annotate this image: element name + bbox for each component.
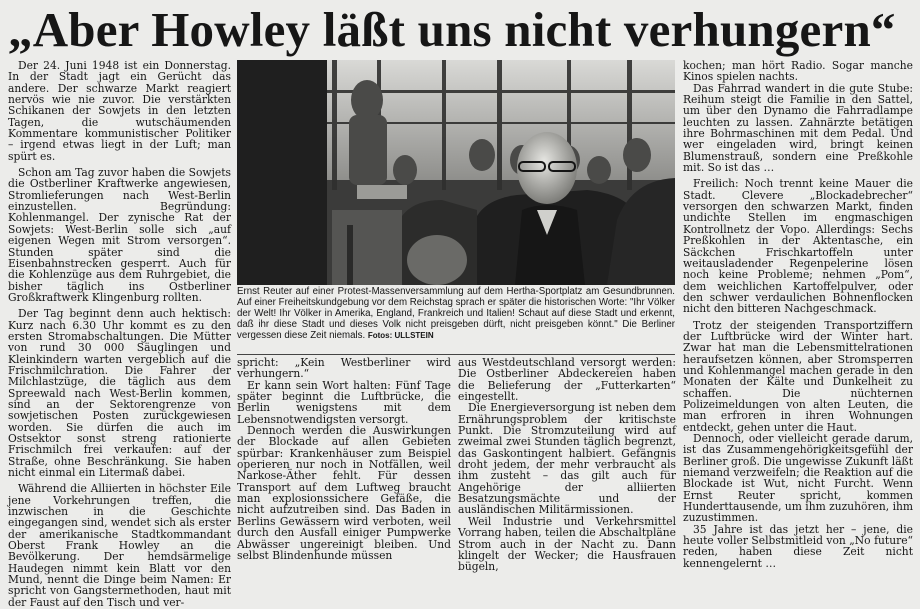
caption-divider [237, 354, 675, 355]
paragraph: Schon am Tag zuvor haben die Sowjets die Ostberliner Kraftwerke angewiesen, Stromlieferungen nach West-Berlin einzustellen. Begründung: Kohlenmangel. Der zynische Rat der Sowjets: West-Berlin solle sich „auf eigenen Wegen mit Strom versorgen“. Stunden später sind die Eisenbahnstrecken gesperrt. Auch für die Kohlenzüge aus dem Ruhrgebiet, die bisher täglich ins Ostberliner Großkraftwerk Klingenburg rollten. [8, 166, 231, 304]
paragraph: Freilich: Noch trennt keine Mauer die Stadt. Clevere „Blockadebrecher“ versorgen den schwarzen Markt, finden undichte Stellen im engmaschigen Kontrollnetz der Vopo. Allerdings: Sechs Preßkohlen in der Aktentasche, ein Säckchen Frischkartoffeln unter weitausladender Regenpelerine lösen noch keine Probleme; nehmen „Pom“, dem weichlichen Kartoffelpulver, oder den schwer verdaulichen Bohnenflocken nicht den bitteren Nachgeschmack. [683, 177, 913, 316]
article-column-3 [458, 356, 676, 574]
paragraph: Dennoch werden die Auswirkungen der Blockade auf allen Gebieten spürbar: Krankenhäuser zum Beispiel operieren nur noch in Notfällen, weil Narkose-Äther fehlt. Für dessen Transport auf dem Luftweg braucht man explosionssichere Gefäße, die nicht aufzutreiben sind. Das Baden in Berlins Gewässern wird verboten, weil durch den Ausfall einiger Pumpwerke Abwässer ungereinigt bleiben. Und selbst Blindenhunde müssen [237, 424, 451, 562]
headline: „Aber Howley läßt uns nicht verhungern“ [8, 2, 896, 57]
paragraph: Das Fahrrad wandert in die gute Stube: Reihum steigt die Familie in den Sattel, um über den Dynamo die Fahrradlampe leuchten zu lassen. Zahnärzte betätigen ihre Bohrmaschinen mit dem Pedal. Und wer eingeladen wird, bringt keinen Blumenstrauß, sondern eine Preßkohle mit. So ist das … [683, 81, 913, 175]
paragraph: Trotz der steigenden Transportziffern der Luftbrücke wird der Winter hart. Zwar hat man die Lebensmittelrationen heraufsetzen können, aber Stromsperren und Kohlenmangel machen gerade in den Monaten der Kälte und Dunkelheit zu schaffen. Die nüchternen Polizeimeldungen von alten Leuten, die man erfroren in ihren Wohnungen entdeckt, gehen unter die Haut. [683, 318, 913, 434]
article-column-4 [683, 59, 914, 570]
paragraph: 35 Jahre ist das jetzt her – jene, die heute voller Selbstmitleid von „No future“ reden, haben diese Zeit nicht kennengelernt … [683, 522, 913, 570]
paragraph: Die Energieversorgung ist neben dem Ernährungsproblem der kritischste Punkt. Die Stromzuteilung wird auf zweimal zwei Stunden täglich begrenzt, das Gaskontingent halbiert. Gefängnis droht jedem, der mehr verbraucht als ihm zusteht – das gilt auch für Angehörige der alliierten Besatzungsmächte und der ausländischen Militärmissionen. [458, 401, 676, 517]
paragraph: Weil Industrie und Verkehrsmittel Vorrang haben, teilen die Abschaltpläne Strom auch in der Nacht zu. Dann klingelt der Wecker; die Hausfrauen bügeln, [458, 514, 676, 574]
photo-ernst-reuter-rally [237, 60, 675, 285]
paragraph: spricht: „Kein Westberliner wird verhungern.“ [237, 356, 451, 381]
article-column-2 [237, 356, 451, 562]
photo-caption [237, 287, 675, 351]
article-column-1 [8, 59, 231, 609]
paragraph: aus Westdeutschland versorgt werden: Die Ostberliner Abdeckereien haben die Belieferung der „Futterkarten“ eingestellt. [458, 356, 676, 404]
paragraph: Während die Alliierten in höchster Eile jene Vorkehrungen treffen, die inzwischen in die Geschichte eingegangen sind, wendet sich als erster der amerikanische Stadtkommandant Oberst Frank Howley an die Bevölkerung. Der hemdsärmelige Haudegen nimmt kein Blatt vor den Mund, nennt die Dinge beim Namen: Er spricht von Gangstermethoden, haut mit der Faust auf den Tisch und ver- [8, 482, 231, 609]
paragraph: Er kann sein Wort halten: Fünf Tage später beginnt die Luftbrücke, die Berlin wenigstens mit dem Lebensnotwendigsten versorgt. [237, 378, 451, 426]
paragraph: Dennoch, oder vielleicht gerade darum, ist das Zusammengehörigkeitsgefühl der Berliner groß. Die ungewisse Zukunft läßt niemand verzweifeln; die Reaktion auf die Blockade ist Wut, nicht Furcht. Wenn Ernst Reuter spricht, kommen Hunderttausende, um ihm zuzuhören, ihm zuzustimmen. [683, 432, 914, 525]
paragraph: Der Tag beginnt denn auch hektisch: Kurz nach 6.30 Uhr kommt es zu den ersten Stromabschaltungen. Die Mütter von rund 30 000 Säuglingen und Kleinkindern warten vergeblich auf die Frischmilchration. Die Fahrer der Milchlastzüge, die täglich aus dem Spreewald nach West-Berlin kommen, sind an der Sektorengrenze von sowjetischen Posten zurückgewiesen worden. Sie dürfen die auch im Ostsektor sonst streng rationierte Frischmilch frei verkaufen: auf der Straße, ohne Beschränkung. Sie haben nicht einmal ein Litermaß dabei. [8, 307, 231, 480]
photo-credit: Fotos: ULLSTEIN [367, 330, 434, 340]
paragraph: kochen; man hört Radio. Sogar manche Kinos spielen nachts. [683, 59, 913, 84]
photo-caption-text: Ernst Reuter auf einer Protest-Massenversammlung auf dem Hertha-Sportplatz am Gesundbrunnen. Auf einer Freiheitskundgebung vor dem Reichstag sprach er später die historischen Worte: "Ihr Völker der Welt! Ihr Völker in Amerika, England, Frankreich und Italien! Schaut auf diese Stadt und erkennt, daß ihr diese Stadt und dieses Volk nicht preisgeben dürft, nicht preisgeben könnt." Die Berliner vergessen diese Zeit niemals. [237, 286, 675, 341]
paragraph: Der 24. Juni 1948 ist ein Donnerstag. In der Stadt jagt ein Gerücht das andere. Der schwarze Markt reagiert nervös wie nie zuvor. Die verstärkten Schikanen der Sowjets in den letzten Tagen, die wutschäumenden Kommentare kommunistischer Politiker – irgend etwas liegt in der Luft; man spürt es. [8, 59, 231, 163]
